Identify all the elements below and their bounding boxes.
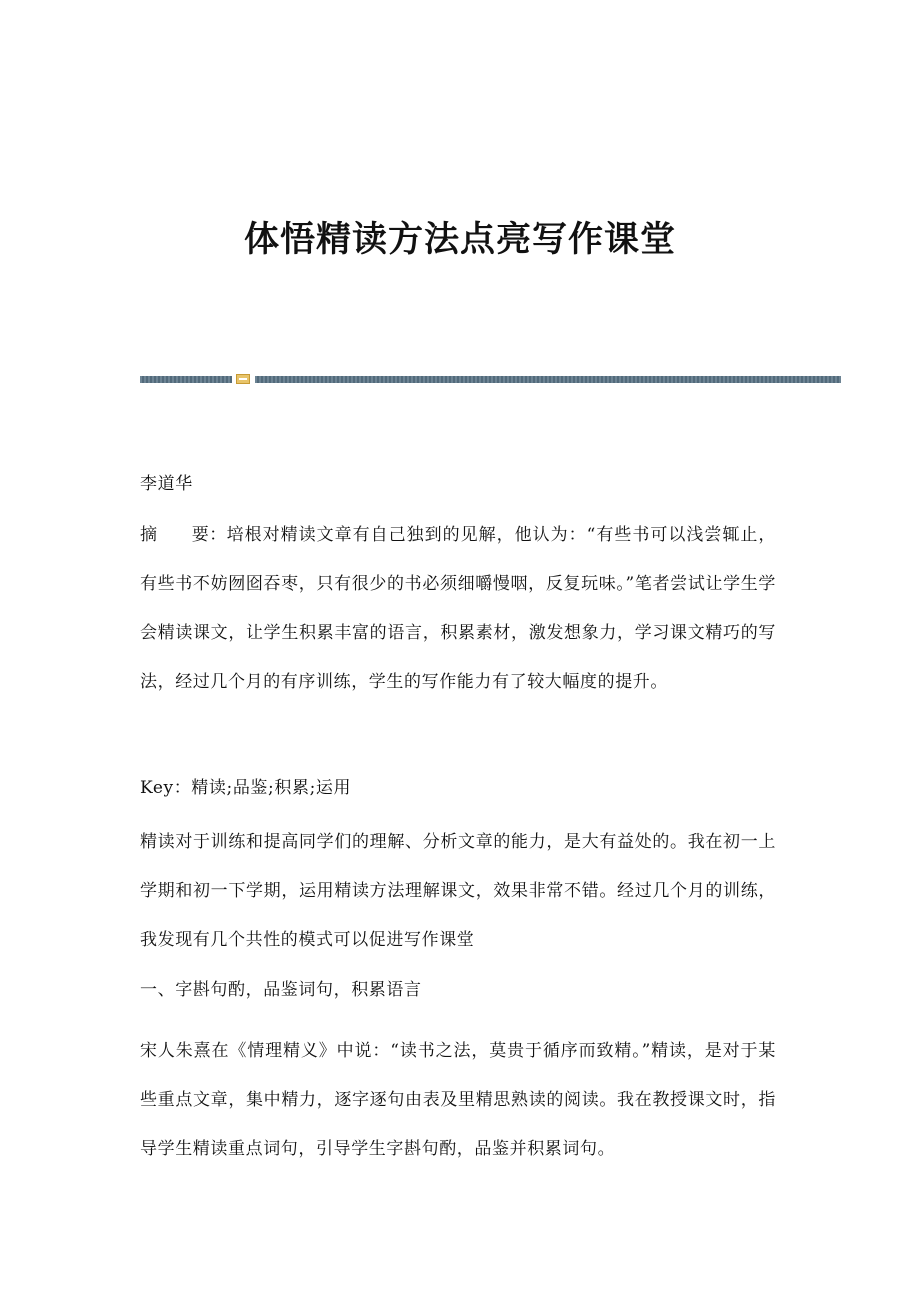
divider-bar-right <box>255 376 841 383</box>
document-title: 体悟精读方法点亮写作课堂 <box>243 219 676 260</box>
abstract-label-first: 摘 <box>140 525 158 545</box>
divider-bar-left <box>140 376 232 383</box>
author-name: 李道华 <box>140 474 193 494</box>
abstract-text: 培根对精读文章有自己独到的见解，他认为：“有些书可以浅尝辄止，有些书不妨囫囵吞枣，只有很少的书必须细嚼慢咽，反复玩味。”笔者尝试让学生学会精读课文，让学生积累丰富的语言，积累素材，激发想象力，学习课文精巧的写法，经过几个月的有序训练，学生的写作能力有了较大幅度的提升。 <box>140 525 777 692</box>
abstract-label-second: 要： <box>191 525 227 545</box>
title-divider <box>140 374 841 384</box>
section-heading-1: 一、字斟句酌，品鉴词句，积累语言 <box>140 980 422 1000</box>
body-paragraph-1: 精读对于训练和提高同学们的理解、分析文章的能力，是大有益处的。我在初一上学期和初一下学期，运用精读方法理解课文，效果非常不错。经过几个月的训练，我发现有几个共性的模式可以促进写作课堂 <box>140 832 776 950</box>
abstract-label <box>140 525 227 545</box>
abstract-paragraph <box>140 511 776 707</box>
body-paragraph-2: 宋人朱熹在《情理精义》中说：“读书之法，莫贵于循序而致精。”精读，是对于某些重点文章，集中精力，逐字逐句由表及里精思熟读的阅读。我在教授课文时，指导学生精读重点词句，引导学生字斟句酌，品鉴并积累词句。 <box>140 1041 776 1159</box>
keywords-line: Key：精读;品鉴;积累;运用 <box>140 778 352 798</box>
divider-ornament-icon <box>236 374 250 384</box>
